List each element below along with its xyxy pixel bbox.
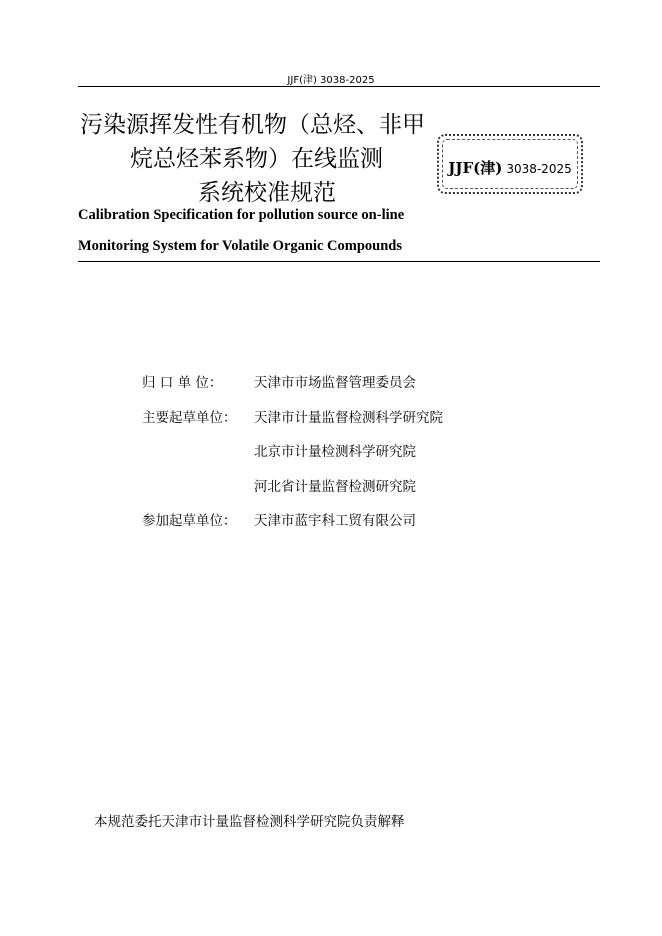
authority-value: 天津市市场监督管理委员会 xyxy=(254,375,416,391)
main-drafter-3: 河北省计量监督检测研究院 xyxy=(254,478,416,495)
header-code: JJF(津) 3038-2025 xyxy=(287,75,375,86)
top-rule xyxy=(78,86,600,87)
chinese-title-line-3: 系统校准规范 xyxy=(198,180,336,206)
english-title-line-2: Monitoring System for Volatile Organic Compounds xyxy=(78,238,402,254)
interpretation-note: 本规范委托天津市计量监督检测科学研究院负责解释 xyxy=(94,814,405,830)
main-drafter-1: 天津市计量监督检测科学研究院 xyxy=(254,409,443,426)
stamp-prefix: JJF(津) xyxy=(448,159,503,177)
participant-label: 参加起草单位： xyxy=(142,513,237,529)
standard-number-stamp xyxy=(437,134,583,194)
chinese-title xyxy=(78,108,458,210)
english-title-line-1: Calibration Specification for pollution source on-line xyxy=(78,207,405,223)
participant-value: 天津市蓝宇科工贸有限公司 xyxy=(254,513,416,529)
main-drafters-label: 主要起草单位： xyxy=(142,409,237,426)
authority-label: 归 口 单 位： xyxy=(142,375,223,391)
main-drafter-2: 北京市计量检测科学研究院 xyxy=(254,444,416,460)
stamp-number: 3038-2025 xyxy=(506,162,572,176)
chinese-title-line-2: 烷总烃苯系物）在线监测 xyxy=(130,146,383,172)
chinese-title-line-1: 污染源挥发性有机物（总烃、非甲 xyxy=(80,112,425,138)
bottom-rule xyxy=(78,261,600,262)
